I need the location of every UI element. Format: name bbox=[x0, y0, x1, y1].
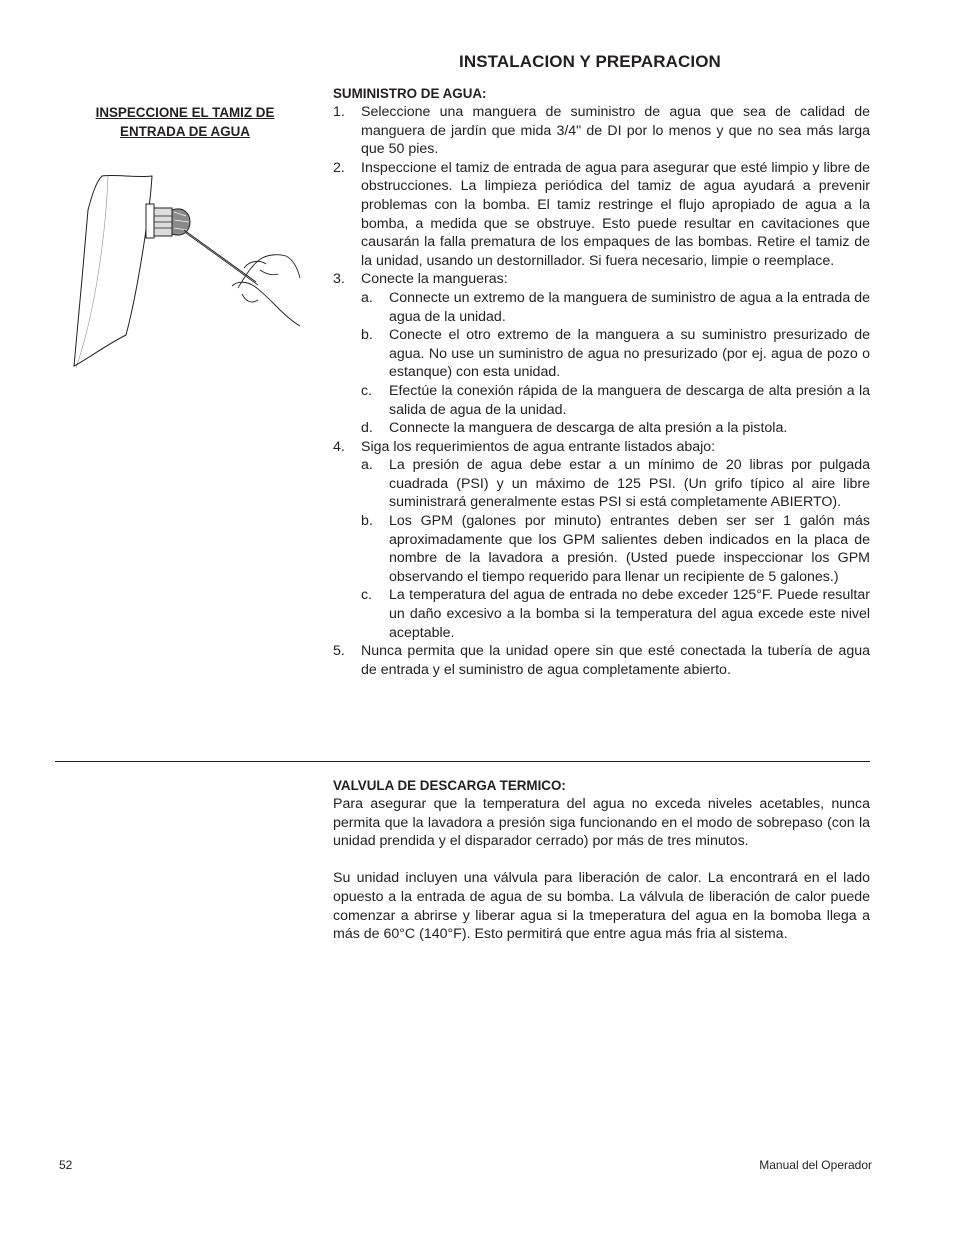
sub-letter: a. bbox=[361, 289, 373, 306]
sub-item-4b bbox=[333, 512, 870, 586]
sub-letter: c. bbox=[361, 382, 373, 399]
pump-housing-outline bbox=[74, 175, 152, 366]
sub-item-3d bbox=[333, 419, 870, 438]
manual-name: Manual del Operador bbox=[759, 1158, 872, 1172]
water-inlet-screen-illustration bbox=[66, 170, 306, 380]
sub-item-3c bbox=[333, 382, 870, 419]
list-text: Conecte la mangueras: bbox=[361, 271, 508, 288]
list-number: 5. bbox=[333, 643, 345, 660]
figure-caption bbox=[76, 103, 294, 141]
housing-edge bbox=[76, 176, 108, 368]
valve-paragraph-1: Para asegurar que la temperatura del agua no exceda niveles acetables, nunca permita que la lavadora a presión siga funcionando en el modo de sobrepaso (con la unidad prendida y el disparador cerrado) por más de tres minutos. bbox=[333, 796, 870, 850]
thermal-relief-valve-section bbox=[333, 776, 870, 944]
page-title: INSTALACION Y PREPARACION bbox=[459, 52, 721, 71]
list-text: Siga los requerimientos de agua entrante listados abajo: bbox=[361, 438, 716, 455]
page-number: 52 bbox=[59, 1158, 73, 1172]
sub-letter: c. bbox=[361, 587, 373, 604]
sub-text: Conecte el otro extremo de la manguera a su suministro presurizado de agua. No use un suministro de agua no presurizado (por ej. agua de pozo o estanque) con esta unidad. bbox=[389, 327, 870, 381]
list-text: Seleccione una manguera de suministro de agua que sea de calidad de manguera de jardín que mida 3/4" de DI por lo menos y que no sea más larga que 50 pies. bbox=[361, 104, 870, 158]
sub-text: La presión de agua debe estar a un mínimo de 20 libras por pulgada cuadrada (PSI) y un máximo de 125 PSI. (Un grifo típico al aire libre suministrará generalmente estas PSI si está completamente ABIERTO). bbox=[389, 457, 870, 511]
list-number: 3. bbox=[333, 271, 345, 288]
sub-text: Connecte la manguera de descarga de alta presión a la pistola. bbox=[389, 420, 788, 437]
sub-text: Connecte un extremo de la manguera de suministro de agua a la entrada de agua de la unidad. bbox=[389, 289, 870, 325]
figure-caption-line-1: INSPECCIONE EL TAMIZ DE bbox=[95, 105, 275, 120]
water-supply-heading: SUMINISTRO DE AGUA: bbox=[333, 86, 487, 101]
list-item-3 bbox=[333, 270, 870, 289]
valve-paragraph-2: Su unidad incluyen una válvula para liberación de calor. La encontrará en el lado opuesto a la entrada de agua de su bomba. La válvula de liberación de calor puede comenzar a abrirse y liberar agua si la tmeperatura del agua en la bomoba llega a más de 60°C (140°F). Esto permitirá que entre agua más fria al sistema. bbox=[333, 870, 870, 943]
list-item-1 bbox=[333, 103, 870, 159]
sub-letter: b. bbox=[361, 513, 373, 530]
sub-item-3b bbox=[333, 326, 870, 382]
list-item-2 bbox=[333, 159, 870, 271]
thermal-relief-valve-heading: VALVULA DE DESCARGA TERMICO: bbox=[333, 778, 566, 793]
water-supply-section bbox=[333, 84, 870, 679]
hand bbox=[232, 255, 300, 326]
sub-letter: d. bbox=[361, 420, 373, 437]
list-number: 4. bbox=[333, 438, 345, 455]
sub-item-4c bbox=[333, 586, 870, 642]
list-text: Inspeccione el tamiz de entrada de agua para asegurar que esté limpio y libre de obstrucciones. La limpieza periódica del tamiz de agua ayudará a prevenir problemas con la bomba. El tamiz restringe el flujo apropiado de agua a la bomba, a medida que se obstruye. Esto puede resultar en cavitaciones que causarán la falla prematura de los empaques de las bombas. Retire el tamiz de la unidad, usando un destornillador. Si fuera necesario, limpie o reemplace. bbox=[361, 159, 870, 269]
sub-text: Efectúe la conexión rápida de la manguera de descarga de alta presión a la salida de agua de la unidad. bbox=[389, 382, 870, 418]
list-item-4 bbox=[333, 438, 870, 457]
sub-letter: b. bbox=[361, 327, 373, 344]
sub-item-4a bbox=[333, 456, 870, 512]
list-item-5 bbox=[333, 642, 870, 679]
sub-item-3a bbox=[333, 289, 870, 326]
figure-caption-line-2: ENTRADA DE AGUA bbox=[120, 124, 250, 139]
list-number: 1. bbox=[333, 104, 345, 120]
sub-text: Los GPM (galones por minuto) entrantes deben ser ser 1 galón más aproximadamente que los GPM salientes deben indicados en la placa de nombre de la lavadora a presión. (Usted puede inspeccionar los GPM observando el tiempo requerido para llenar un recipiente de 5 galones.) bbox=[389, 513, 870, 585]
list-number: 2. bbox=[333, 159, 345, 176]
list-text: Nunca permita que la unidad opere sin que esté conectada la tubería de agua de entrada y el suministro de agua completamente abierto. bbox=[361, 643, 870, 678]
screwdriver bbox=[184, 230, 256, 282]
section-divider bbox=[55, 761, 870, 762]
inlet-fitting bbox=[146, 204, 154, 238]
sub-letter: a. bbox=[361, 457, 373, 474]
sub-text: La temperatura del agua de entrada no debe exceder 125°F. Puede resultar un daño excesivo a la bomba si la temperatura del agua excede este nivel aceptable. bbox=[389, 587, 870, 641]
